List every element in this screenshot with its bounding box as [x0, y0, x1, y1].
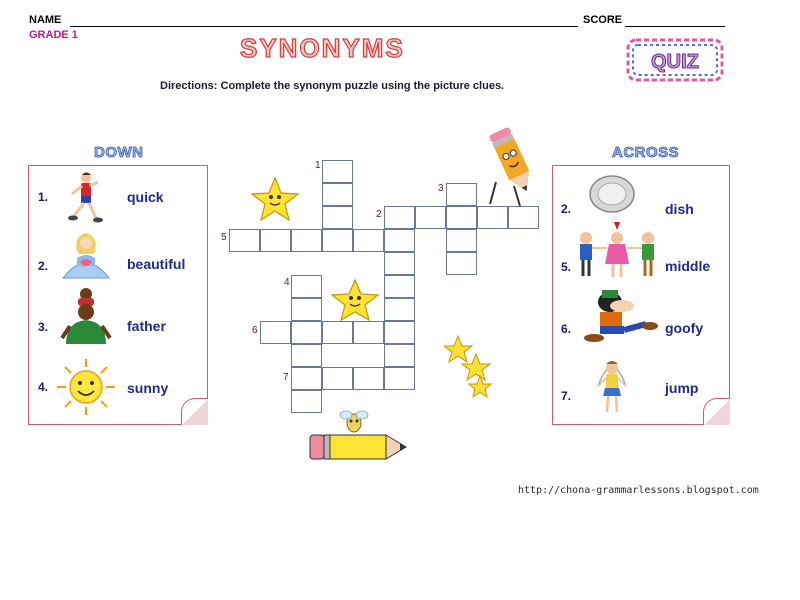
crossword-cell[interactable]: [322, 206, 353, 229]
crossword-cell[interactable]: [322, 321, 353, 344]
crossword-cell[interactable]: [322, 229, 353, 252]
source-url: http://chona-grammarlessons.blogspot.com: [518, 485, 759, 496]
grid-number-4: 4: [284, 277, 290, 288]
goofy-dog-icon: [580, 286, 660, 346]
crossword-cell[interactable]: [353, 367, 384, 390]
page-curl: [703, 398, 730, 425]
grid-number-6: 6: [252, 325, 258, 336]
across-clue-word: middle: [665, 258, 711, 274]
crossword-cell[interactable]: [384, 252, 415, 275]
score-label: SCORE: [583, 14, 623, 26]
crossword-cell[interactable]: [477, 206, 508, 229]
crossword-cell[interactable]: [384, 275, 415, 298]
crossword-cell[interactable]: [353, 321, 384, 344]
page-curl: [181, 398, 208, 425]
crossword-cell[interactable]: [384, 298, 415, 321]
crossword-cell[interactable]: [384, 321, 415, 344]
down-clue-number: 4.: [38, 380, 49, 394]
quiz-badge: [626, 38, 724, 82]
grid-number-3: 3: [438, 183, 444, 194]
crossword-cell[interactable]: [322, 367, 353, 390]
crossword-cell[interactable]: [229, 229, 260, 252]
princess-icon: [55, 226, 117, 286]
father-child-icon: [56, 286, 116, 346]
crossword-cell[interactable]: [384, 206, 415, 229]
crossword-cell[interactable]: [353, 229, 384, 252]
three-kids-icon: [574, 220, 660, 282]
down-clue-number: 3.: [38, 320, 49, 334]
running-girl-icon: [62, 170, 106, 224]
jump-rope-girl-icon: [592, 354, 632, 418]
crossword-cell[interactable]: [291, 344, 322, 367]
star-icon: [330, 278, 380, 322]
crossword-cell[interactable]: [415, 206, 446, 229]
across-clue-number: 5.: [561, 260, 572, 274]
crossword-cell[interactable]: [384, 344, 415, 367]
grid-number-5: 5: [221, 232, 227, 243]
crossword-cell[interactable]: [291, 229, 322, 252]
across-clue-word: dish: [665, 201, 694, 217]
smiling-sun-icon: [53, 358, 119, 416]
crossword-cell[interactable]: [260, 229, 291, 252]
crossword-cell[interactable]: [446, 252, 477, 275]
crossword-cell[interactable]: [291, 275, 322, 298]
directions-text: Directions: Complete the synonym puzzle using the picture clues.: [160, 80, 505, 92]
crossword-cell[interactable]: [446, 229, 477, 252]
pencil-icon: [306, 405, 410, 467]
down-clue-word: sunny: [127, 380, 169, 396]
across-clue-number: 2.: [561, 202, 572, 216]
grade-label: GRADE 1: [29, 29, 78, 41]
page-title: SYNONYMS: [240, 33, 405, 63]
crossword-cell[interactable]: [291, 367, 322, 390]
down-clue-word: father: [127, 318, 166, 334]
crossword-cell[interactable]: [291, 298, 322, 321]
score-line[interactable]: [625, 26, 725, 27]
crossword-cell[interactable]: [384, 229, 415, 252]
crossword-cell[interactable]: [446, 206, 477, 229]
quiz-badge-text: QUIZ: [651, 51, 699, 73]
crossword-cell[interactable]: [322, 183, 353, 206]
across-clue-number: 6.: [561, 322, 572, 336]
star-icon: [250, 176, 300, 222]
name-line[interactable]: [70, 26, 578, 27]
crossword-cell[interactable]: [446, 183, 477, 206]
name-label: NAME: [29, 14, 62, 26]
crossword-cell[interactable]: [384, 367, 415, 390]
grid-number-1: 1: [315, 160, 321, 171]
crossword-cell[interactable]: [291, 321, 322, 344]
pencil-character-icon: [484, 122, 542, 208]
grid-number-2: 2: [376, 209, 382, 220]
across-clue-number: 7.: [561, 389, 572, 403]
crossword-cell[interactable]: [508, 206, 539, 229]
down-clue-number: 2.: [38, 259, 49, 273]
across-clue-word: jump: [665, 380, 699, 396]
across-heading: ACROSS: [612, 144, 680, 161]
crossword-cell[interactable]: [322, 160, 353, 183]
stars-cluster-icon: [444, 334, 496, 404]
grid-number-7: 7: [283, 372, 289, 383]
down-clue-word: quick: [127, 189, 164, 205]
down-heading: DOWN: [94, 144, 144, 161]
down-clue-number: 1.: [38, 190, 49, 204]
down-clue-word: beautiful: [127, 256, 186, 272]
across-clue-word: goofy: [665, 320, 704, 336]
crossword-cell[interactable]: [260, 321, 291, 344]
plate-icon: [588, 174, 636, 214]
